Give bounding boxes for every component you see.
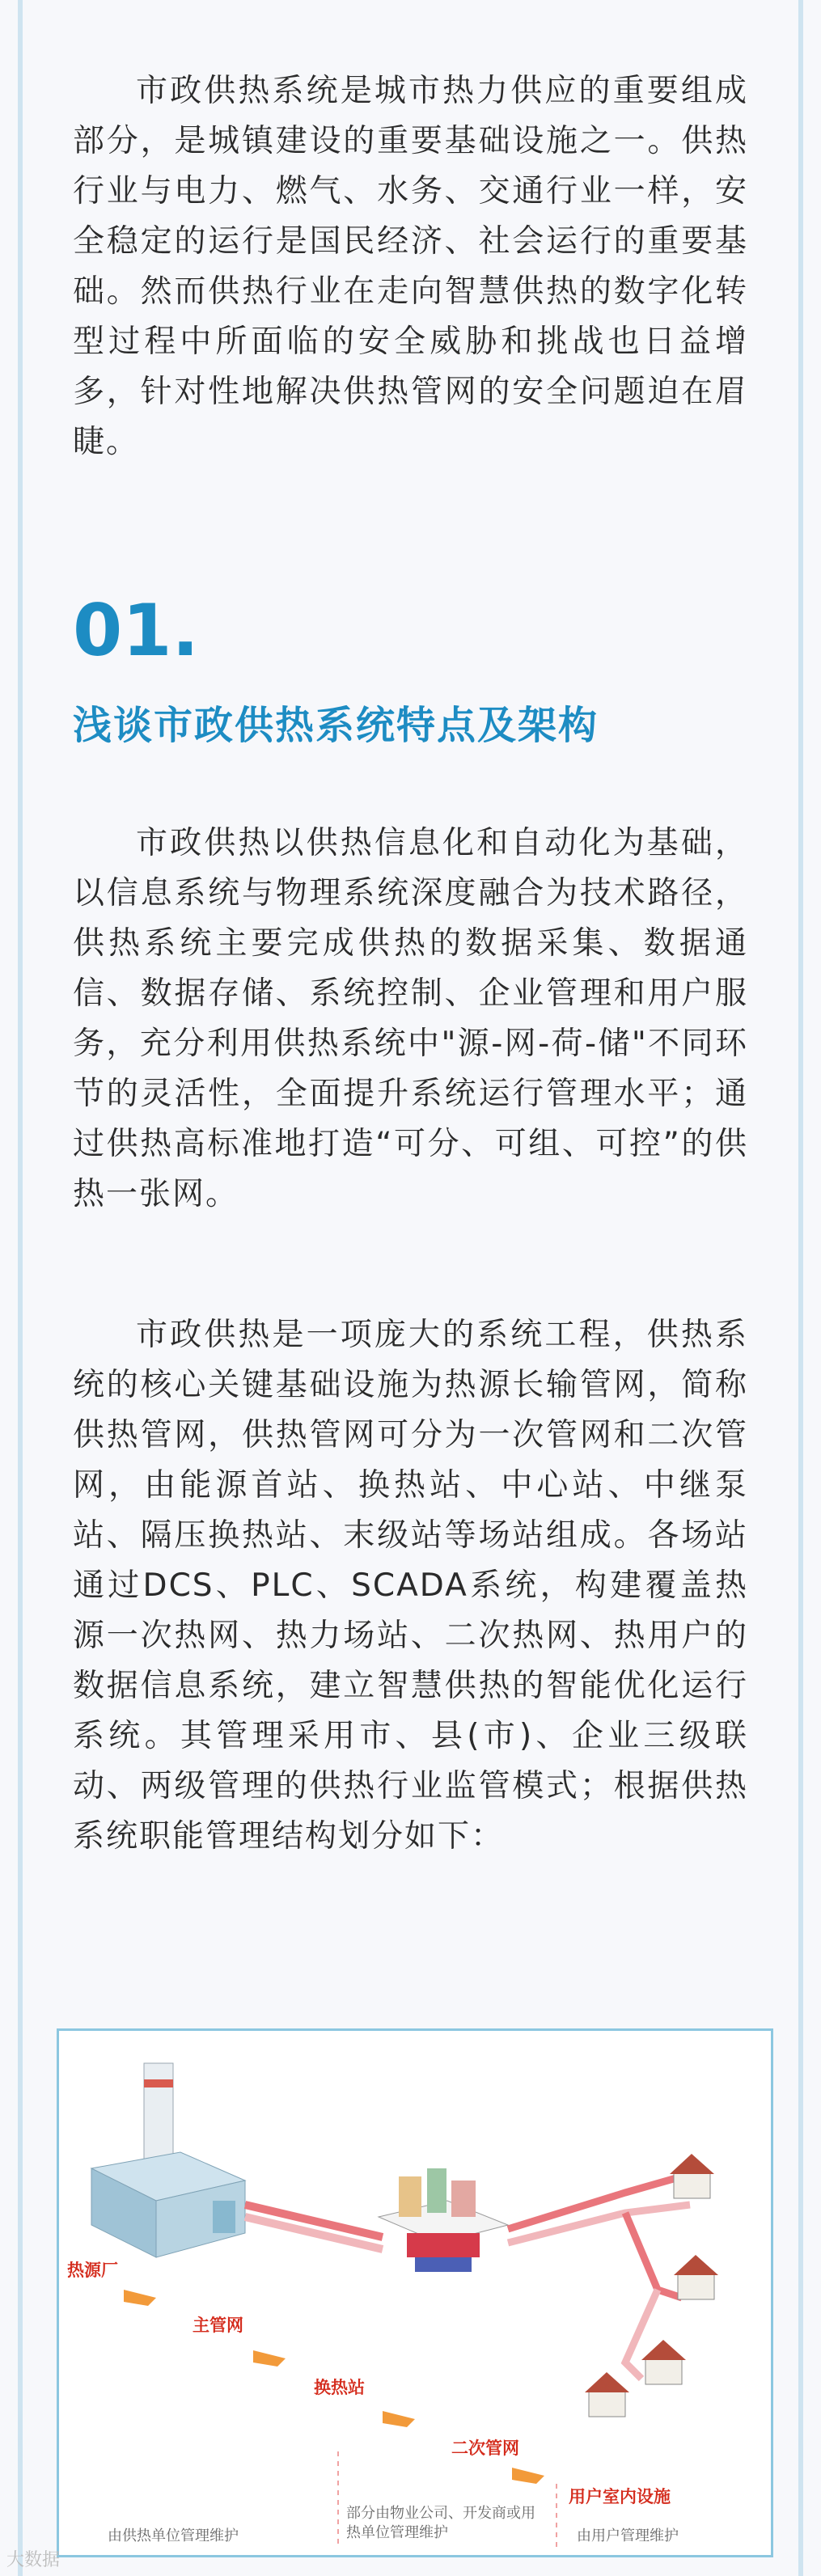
- power-plant-icon: [91, 2063, 245, 2257]
- watermark: 大数据: [6, 2550, 61, 2570]
- main-pipe-icon: [245, 2205, 383, 2249]
- label-secondary-network: 二次管网: [451, 2439, 519, 2458]
- note-heating-unit: 由供热单位管理维护: [108, 2527, 239, 2544]
- heat-exchange-station-icon: [379, 2168, 508, 2272]
- section-number: 01.: [73, 589, 199, 672]
- note-user: 由用户管理维护: [577, 2527, 679, 2544]
- section-title: 浅谈市政供热系统特点及架构: [73, 703, 599, 748]
- intro-paragraph: 市政供热系统是城市热力供应的重要组成部分，是城镇建设的重要基础设施之一。供热行业与电力、燃气、水务、交通行业一样，安全稳定的运行是国民经济、社会运行的重要基础。然而供热行业在走向智慧供热的数字化转型过程中所面临的安全威胁和挑战也日益增多，针对性地解决供热管网的安全问题迫在眉睫。: [73, 73, 748, 460]
- label-exchange-station: 换热站: [314, 2378, 365, 2397]
- diagram-illustration: [59, 2031, 771, 2555]
- label-heat-source: 热源厂: [67, 2261, 118, 2280]
- label-main-network: 主管网: [193, 2316, 243, 2335]
- body-paragraph-1: 市政供热以供热信息化和自动化为基础，以信息系统与物理系统深度融合为技术路径，供热系统主要完成供热的数据采集、数据通信、数据存储、系统控制、企业管理和用户服务，充分利用供热系统中"源-网-荷-储"不同环节的灵活性，全面提升系统运行管理水平；通过供热高标准地打造“可分、可组、可控”的供热一张网。: [73, 825, 748, 1212]
- label-user-facility: 用户室内设施: [569, 2487, 671, 2506]
- body-paragraph-2: 市政供热是一项庞大的系统工程，供热系统的核心关键基础设施为热源长输管网，简称供热管网，供热管网可分为一次管网和二次管网，由能源首站、换热站、中心站、中继泵站、隔压换热站、末级站等场站组成。各场站通过DCS、PLC、SCADA系统，构建覆盖热源一次热网、热力场站、二次热网、热用户的数据信息系统，建立智慧供热的智能优化运行系统。其管理采用市、县(市)、企业三级联动、两级管理的供热行业监管模式；根据供热系统职能管理结构划分如下：: [73, 1317, 748, 1855]
- house-icon: [585, 2154, 718, 2417]
- note-property-company: 部分由物业公司、开发商或用热单位管理维护: [346, 2505, 535, 2541]
- heating-system-diagram: [57, 2028, 773, 2557]
